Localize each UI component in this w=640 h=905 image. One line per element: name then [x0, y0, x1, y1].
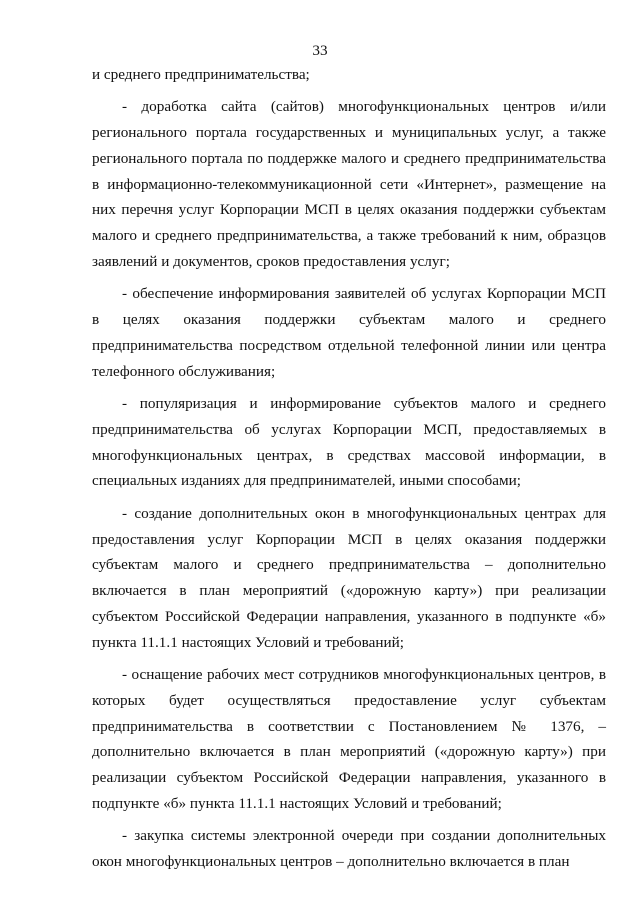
paragraph-informing-applicants: - обеспечение информирования заявителей об услугах Корпорации МСП в целях оказания поддержки субъектам малого и среднего предпринимательства посредством отдельной телефонной линии или центра телефонного обслуживания; — [92, 285, 606, 380]
page-number: 33 — [312, 42, 328, 59]
paragraph-queue-system: - закупка системы электронной очереди при создании дополнительных окон многофункциональных центров – дополнительно включается в план — [92, 827, 606, 871]
document-body — [92, 62, 606, 881]
paragraph-continuation: и среднего предпринимательства; — [92, 66, 310, 83]
paragraph-website-development: - доработка сайта (сайтов) многофункциональных центров и/или регионального портала государственных и муниципальных услуг, а также регионального портала по поддержке малого и среднего предпринимательства в информационно-телекоммуникационной сети «Интернет», размещение на них перечня услуг Корпорации МСП в целях оказания поддержки субъектам малого и среднего предпринимательства, а также требований к ним, образцов заявлений и документов, сроков предоставления услуг; — [92, 98, 606, 271]
paragraph-additional-windows: - создание дополнительных окон в многофункциональных центрах для предоставления услуг Корпорации МСП в целях оказания поддержки субъектам малого и среднего предпринимательства – дополнительно включается в план мероприятий («дорожную карту») при реализации субъектом Российской Федерации направления, указанного в подпункте «б» пункта 11.1.1 настоящих Условий и требований; — [92, 504, 606, 651]
paragraph-popularization: - популяризация и информирование субъектов малого и среднего предпринимательства об услугах Корпорации МСП, предоставляемых в многофункциональных центрах, в средствах массовой информации, в специальных изданиях для предпринимателей, иными способами; — [92, 395, 606, 490]
paragraph-workplace-equipment: - оснащение рабочих мест сотрудников многофункциональных центров, в которых будет осуществляться предоставление услуг субъектам предпринимательства в соответствии с Постановлением № 1376, – дополнительно включается в план мероприятий («дорожную карту») при реализации субъектом Российской Федерации направления, указанного в подпункте «б» пункта 11.1.1 настоящих Условий и требований; — [92, 666, 606, 813]
